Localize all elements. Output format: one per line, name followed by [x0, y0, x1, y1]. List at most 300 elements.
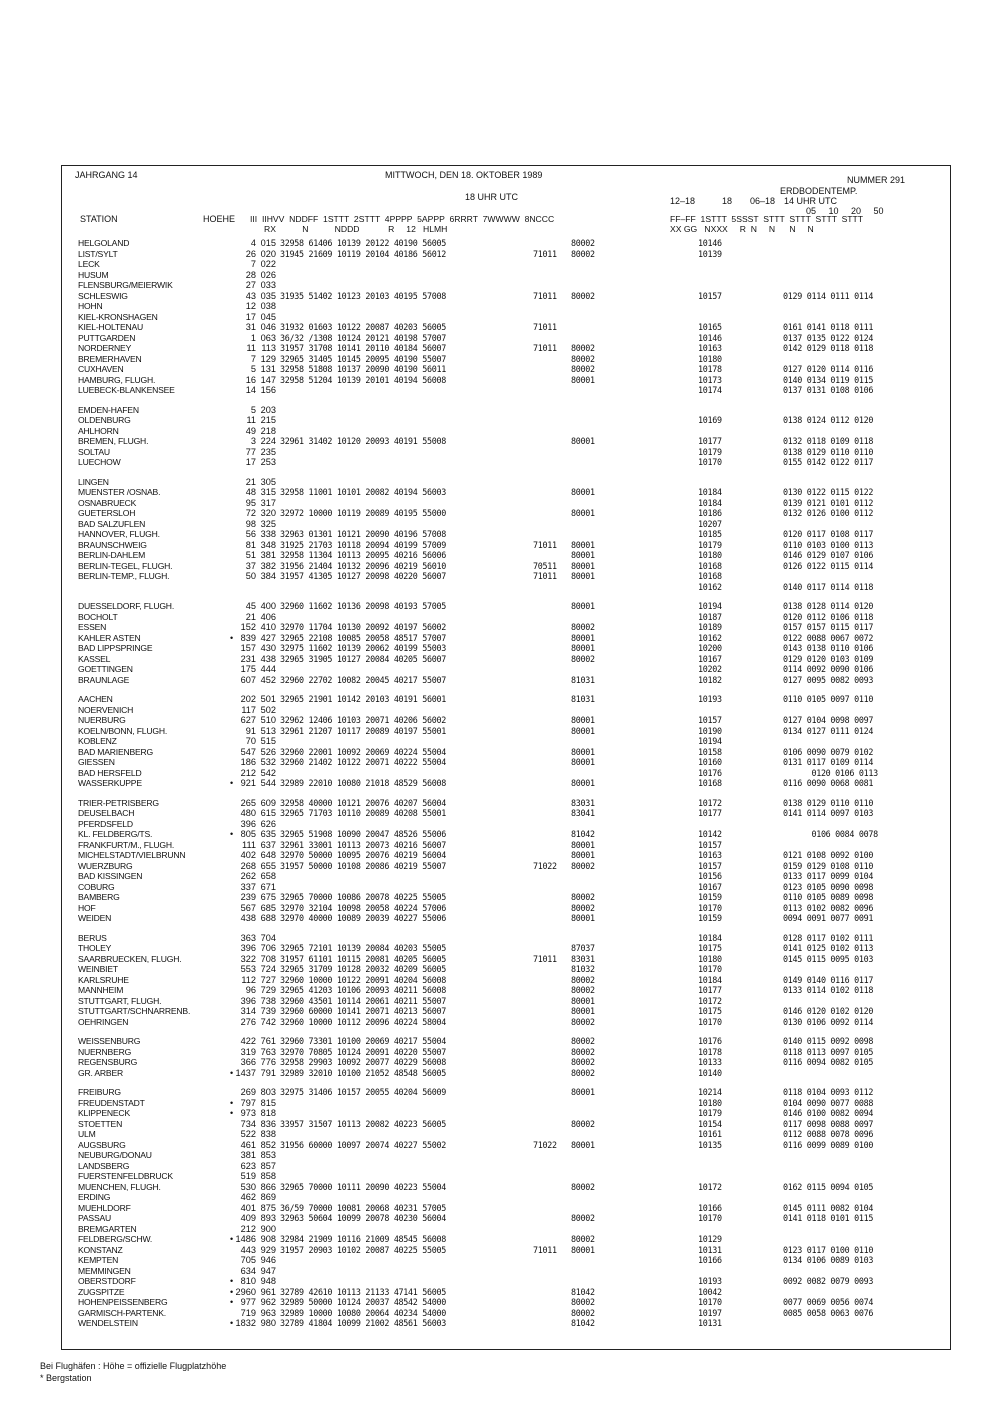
station-name: CUXHAVEN	[78, 364, 124, 374]
table-row	[78, 933, 938, 944]
cloud-group: 81032	[571, 964, 595, 974]
volume-label: JAHRGANG 14	[75, 170, 138, 180]
station-name: BRAUNLAGE	[78, 674, 130, 685]
station-height: 269	[240, 1087, 256, 1097]
station-number: 739	[260, 1006, 276, 1016]
soil-temps: 0085 0058 0063 0076	[783, 1307, 874, 1318]
soil-temps: 0159 0129 0108 0110	[783, 860, 874, 871]
mountain-marker: •	[230, 1067, 234, 1078]
station-number: 708	[260, 953, 276, 964]
station-number: 803	[260, 1087, 276, 1097]
station-name: MUENCHEN, FLUGH.	[78, 1181, 161, 1192]
table-row	[78, 954, 938, 965]
table-row	[78, 1150, 938, 1161]
station-height: 634	[240, 1265, 256, 1276]
station-name: HAMBURG, FLUGH.	[78, 374, 156, 385]
pressure-group: 10170	[698, 457, 722, 467]
pressure-group: 10131	[698, 1318, 722, 1328]
station-number: 963	[260, 1307, 276, 1318]
pressure-group: 10184	[698, 974, 722, 985]
station-name: HANNOVER, FLUGH.	[78, 529, 160, 539]
soil-temps: 0146 0129 0107 0106	[783, 550, 874, 560]
station-height: 366	[240, 1057, 256, 1067]
pressure-group: 10170	[698, 1016, 722, 1027]
synop-groups: 32960 60000 10141 20071 40213 56007	[280, 1006, 446, 1016]
station-number: 688	[260, 913, 276, 923]
station-number: 131	[260, 364, 276, 374]
table-row	[78, 633, 938, 644]
pressure-group: 10177	[698, 985, 722, 995]
station-name: DUESSELDORF, FLUGH.	[78, 601, 175, 611]
soil-temps: 0140 0134 0119 0115	[783, 374, 874, 385]
station-number: 648	[260, 850, 276, 860]
pressure-group: 10162	[698, 632, 722, 643]
table-row	[78, 819, 938, 830]
station-height: 262	[240, 871, 256, 881]
group-gap	[78, 468, 938, 477]
station-number: 763	[260, 1046, 276, 1057]
table-row	[78, 612, 938, 623]
synop-groups: 32958 51204 10139 20101 40194 56008	[280, 374, 446, 385]
right-heading-2: XX GG NXXX R N N N N	[670, 224, 814, 234]
station-number: 224	[260, 436, 276, 446]
station-number: 325	[260, 518, 276, 529]
pressure-group: 10200	[698, 643, 722, 653]
station-name: PASSAU	[78, 1213, 112, 1223]
table-row	[78, 477, 938, 488]
station-height: 265	[240, 797, 256, 808]
synop-groups: 32958 40000 10121 20076 40207 56004	[280, 797, 446, 808]
station-height: 839	[240, 632, 256, 643]
table-row	[78, 1308, 938, 1319]
station-number: 742	[260, 1016, 276, 1027]
soil-temps: 0122 0088 0067 0072	[783, 632, 874, 643]
synop-groups: 32972 10000 10119 20089 40195 55000	[280, 508, 446, 518]
station-number: 704	[260, 932, 276, 943]
pressure-group: 10133	[698, 1057, 722, 1067]
station-height: 973	[240, 1108, 256, 1118]
group-gap	[78, 685, 938, 694]
station-number: 947	[260, 1265, 276, 1276]
station-name: NOERVENICH	[78, 704, 134, 715]
station-height: 623	[240, 1160, 256, 1171]
soil-temps: 0106 0090 0079 0102	[783, 746, 874, 757]
table-row	[78, 601, 938, 612]
station-number: 544	[260, 778, 276, 788]
station-height: 21	[245, 476, 256, 487]
station-height: 37	[245, 560, 256, 571]
station-number: 501	[260, 694, 276, 704]
synop-groups: 32965 21901 10142 20103 40191 56001	[280, 694, 446, 704]
mountain-marker: •	[230, 1286, 234, 1297]
station-height: 7	[250, 353, 256, 364]
station-height: 805	[240, 829, 256, 839]
pressure-group: 10170	[698, 902, 722, 913]
station-number: 815	[260, 1097, 276, 1108]
soil-temps: 0138 0129 0110 0110	[783, 446, 874, 457]
weather-group: 71011	[533, 322, 557, 332]
station-name: AACHEN	[78, 694, 113, 704]
station-name: KOELN/BONN, FLUGH.	[78, 725, 168, 736]
footnote-airports: Bei Flughäfen : Höhe = offizielle Flugplatzhöhe	[40, 1361, 227, 1371]
station-name: WEIDEN	[78, 913, 112, 923]
cloud-group: 80002	[571, 1036, 595, 1046]
station-number: 908	[260, 1234, 276, 1244]
table-row	[78, 757, 938, 768]
station-name: OBERSTDORF	[78, 1276, 136, 1286]
pressure-group: 10166	[698, 1255, 722, 1265]
pressure-group: 10177	[698, 808, 722, 818]
synop-groups: 32962 12406 10103 20071 40206 56002	[280, 715, 446, 725]
station-name: REGENSBURG	[78, 1057, 138, 1067]
station-height: 3	[250, 436, 256, 446]
station-number: 675	[260, 892, 276, 902]
station-number: 215	[260, 415, 276, 425]
table-row	[78, 550, 938, 561]
weather-group: 71011	[533, 290, 557, 301]
hoehe-heading: HOEHE	[203, 214, 236, 224]
station-name: SCHLESWIG	[78, 290, 128, 301]
pressure-group: 10161	[698, 1129, 722, 1139]
station-number: 513	[260, 725, 276, 736]
table-row	[78, 829, 938, 840]
cloud-group: 80002	[571, 985, 595, 995]
table-row	[78, 768, 938, 779]
station-height: 72	[245, 508, 256, 518]
table-row	[78, 508, 938, 519]
pressure-group: 10189	[698, 622, 722, 632]
soil-temps: 0092 0082 0079 0093	[783, 1276, 874, 1286]
soil-temps: 0141 0125 0102 0113	[783, 943, 874, 953]
station-name: LUECHOW	[78, 457, 121, 467]
cloud-group: 80001	[571, 850, 595, 860]
table-row	[78, 385, 938, 396]
station-name: ERDING	[78, 1192, 111, 1202]
cloud-group: 80001	[571, 995, 595, 1006]
station-name: NEUBURG/DONAU	[78, 1150, 152, 1160]
station-height: 112	[241, 974, 256, 985]
station-height: 21	[245, 611, 256, 622]
synop-groups: 32965 51908 10090 20047 48526 55006	[280, 829, 446, 839]
table-row	[78, 675, 938, 686]
cloud-group: 80002	[571, 1118, 595, 1129]
soil-temps: 0138 0124 0112 0120	[783, 415, 874, 425]
soil-temps: 0112 0088 0078 0096	[783, 1129, 874, 1139]
synop-groups: 32960 11602 10136 20098 40193 57005	[280, 601, 446, 611]
station-number: 400	[260, 601, 276, 611]
synop-groups: 32958 61406 10139 20122 40190 56005	[280, 238, 446, 248]
station-number: 129	[260, 353, 276, 364]
mountain-marker: •	[230, 1297, 234, 1307]
synop-groups: 32975 11602 10139 20062 40199 55003	[280, 643, 446, 653]
synop-groups: 32970 32104 10098 20058 40224 57006	[280, 902, 446, 913]
soil-temps: 0129 0114 0111 0114	[783, 290, 874, 301]
station-name: WEINBIET	[78, 964, 118, 974]
synop-groups: 32965 72101 10139 20084 40203 55005	[280, 943, 446, 953]
station-number: 685	[260, 902, 276, 913]
station-name: ESSEN	[78, 622, 107, 632]
station-name: GUETERSLOH	[78, 508, 136, 518]
table-row	[78, 1287, 938, 1298]
station-height: 1832	[235, 1318, 256, 1328]
table-row	[78, 333, 938, 344]
pressure-group: 10194	[698, 601, 722, 611]
cloud-group: 80001	[571, 1139, 595, 1150]
cloud-group: 80002	[571, 902, 595, 913]
cloud-group: 80002	[571, 1181, 595, 1192]
synop-groups: 32989 10000 10080 20064 40234 54000	[280, 1307, 446, 1318]
synop-groups: 32960 22001 10092 20069 40224 55004	[280, 746, 446, 757]
station-height: 480	[240, 808, 256, 818]
station-height: 461	[240, 1139, 256, 1150]
station-name: PFERDSFELD	[78, 818, 133, 829]
table-row	[78, 301, 938, 312]
cloud-group: 80001	[571, 508, 595, 518]
station-height: 152	[240, 622, 256, 632]
station-number: 046	[260, 322, 276, 332]
table-row	[78, 238, 938, 249]
utc14-heading: 14 UHR UTC	[784, 196, 838, 206]
pressure-group: 10176	[698, 1036, 722, 1046]
station-name: BRAUNSCHWEIG	[78, 539, 147, 550]
pressure-group: 10170	[698, 1297, 722, 1307]
table-row	[78, 354, 938, 365]
pressure-group: 10160	[698, 757, 722, 767]
table-row	[78, 1182, 938, 1193]
date-label: MITTWOCH, DEN 18. OKTOBER 1989	[385, 170, 543, 180]
station-name: STUTTGART, FLUGH.	[78, 995, 162, 1006]
weather-group: 71022	[533, 860, 557, 871]
station-height: 212	[240, 767, 256, 778]
cloud-group: 81042	[571, 829, 595, 839]
pressure-group: 10179	[698, 446, 722, 457]
synop-groups: 32970 50000 10095 20076 40219 56004	[280, 850, 446, 860]
station-height: 70	[245, 736, 256, 746]
station-height: 111	[242, 839, 256, 850]
synop-groups: 32965 31405 10145 20095 40190 55007	[280, 353, 446, 364]
table-row	[78, 571, 938, 582]
cloud-group: 80001	[571, 778, 595, 788]
pressure-group: 10179	[698, 539, 722, 550]
pressure-group: 10042	[698, 1286, 722, 1297]
station-height: 567	[240, 902, 256, 913]
station-name: BAMBERG	[78, 892, 120, 902]
station-height: 186	[240, 757, 256, 767]
table-row	[78, 519, 938, 530]
pressure-group: 10178	[698, 1046, 722, 1057]
synop-groups: 31956 21404 10132 20096 40219 56010	[280, 560, 446, 571]
soil-temps: 0161 0141 0118 0111	[783, 322, 874, 332]
station-number: 761	[260, 1036, 276, 1046]
station-name: WEISSENBURG	[78, 1036, 141, 1046]
station-heading: STATION	[80, 214, 118, 224]
soil-temps: 0133 0117 0099 0104	[783, 871, 874, 881]
cloud-group: 80002	[571, 248, 595, 259]
table-row	[78, 561, 938, 572]
col-12-18: 12–18	[670, 196, 696, 206]
synop-groups: 31935 51402 10123 20103 40195 57008	[280, 290, 446, 301]
station-number: 438	[260, 653, 276, 664]
station-height: 1	[250, 332, 256, 343]
station-number: 866	[260, 1181, 276, 1192]
table-row	[78, 1266, 938, 1277]
station-height: 921	[240, 778, 256, 788]
station-height: 17	[245, 457, 256, 467]
station-number: 671	[260, 881, 276, 892]
table-row	[78, 259, 938, 270]
mountain-marker: •	[230, 1234, 234, 1244]
table-row	[78, 913, 938, 924]
station-height: 175	[240, 664, 256, 674]
synop-groups: 31925 21703 10118 20094 40199 57009	[280, 539, 446, 550]
station-name: KLIPPENECK	[78, 1108, 130, 1118]
mountain-marker: •	[230, 1108, 234, 1118]
pressure-group: 10162	[698, 581, 722, 592]
station-name: PUTTGARDEN	[78, 332, 136, 343]
weather-group: 71011	[533, 1244, 557, 1255]
cloud-group: 80001	[571, 601, 595, 611]
station-height: 363	[240, 932, 256, 943]
station-name: KIEL-KRONSHAGEN	[78, 311, 158, 322]
station-number: 156	[260, 385, 276, 395]
station-height: 231	[240, 653, 256, 664]
station-number: 320	[260, 508, 276, 518]
station-number: 305	[260, 476, 276, 487]
table-row	[78, 426, 938, 437]
pressure-group: 10159	[698, 892, 722, 902]
pressure-group: 10135	[698, 1139, 722, 1150]
synop-groups: 32989 22010 10080 21018 48529 56008	[280, 778, 446, 788]
station-height: 48	[245, 487, 256, 497]
pressure-group: 10193	[698, 694, 722, 704]
pressure-group: 10185	[698, 529, 722, 539]
table-row	[78, 778, 938, 789]
station-height: 607	[240, 674, 256, 685]
station-name: BREMEN, FLUGH.	[78, 436, 149, 446]
pressure-group: 10129	[698, 1234, 722, 1244]
station-name: AHLHORN	[78, 425, 119, 436]
synop-groups: 31932 01603 10122 20087 40203 56005	[280, 322, 446, 332]
station-name: LIST/SYLT	[78, 248, 118, 259]
pressure-group: 10187	[698, 611, 722, 622]
table-row	[78, 996, 938, 1007]
table-row	[78, 943, 938, 954]
station-number: 406	[260, 611, 276, 622]
station-name: BERLIN-DAHLEM	[78, 550, 146, 560]
station-height: 438	[240, 913, 256, 923]
weather-group: 71022	[533, 1139, 557, 1150]
soil-temps: 0149 0140 0116 0117	[783, 974, 874, 985]
pressure-group: 10170	[698, 1213, 722, 1223]
station-table	[78, 238, 938, 1329]
cloud-group: 80002	[571, 364, 595, 374]
station-number: 384	[260, 571, 276, 581]
station-name: FUERSTENFELDBRUCK	[78, 1171, 173, 1181]
station-height: 98	[245, 518, 256, 529]
soil-temps: 0123 0105 0090 0098	[783, 881, 874, 892]
table-row	[78, 622, 938, 633]
station-number: 020	[260, 248, 276, 259]
soil-temps: 0141 0114 0097 0103	[783, 808, 874, 818]
station-number: 022	[260, 259, 276, 269]
synop-groups: 32970 11704 10130 20092 40197 56002	[280, 622, 446, 632]
pressure-group: 10180	[698, 1097, 722, 1108]
soil-temps: 0138 0128 0114 0120	[783, 601, 874, 611]
station-name: BREMERHAVEN	[78, 353, 142, 364]
station-height: 734	[240, 1118, 256, 1129]
weather-group: 71011	[533, 571, 557, 581]
cloud-group: 80001	[571, 746, 595, 757]
station-name: AUGSBURG	[78, 1139, 126, 1150]
soil-temp-heading: ERDBODENTEMP.	[780, 186, 858, 196]
station-number: 026	[260, 269, 276, 280]
table-row	[78, 892, 938, 903]
cloud-group: 80002	[571, 353, 595, 364]
synop-groups: 32789 42610 10113 21133 47141 56005	[280, 1286, 446, 1297]
station-number: 510	[260, 715, 276, 725]
table-row	[78, 975, 938, 986]
pressure-group: 10180	[698, 550, 722, 560]
station-height: 202	[240, 694, 256, 704]
station-name: MANNHEIM	[78, 985, 124, 995]
table-row	[78, 1057, 938, 1068]
table-row	[78, 1140, 938, 1151]
station-number: 502	[260, 704, 276, 715]
station-height: 530	[240, 1181, 256, 1192]
cloud-group: 80001	[571, 560, 595, 571]
mountain-marker: •	[230, 1318, 234, 1328]
cloud-group: 80001	[571, 632, 595, 643]
station-height: 381	[240, 1150, 256, 1160]
pressure-group: 10179	[698, 1108, 722, 1118]
station-name: LANDSBERG	[78, 1160, 130, 1171]
synop-groups: 31957 31708 10141 20110 40184 56007	[280, 343, 446, 353]
soil-temps: 0134 0106 0089 0103	[783, 1255, 874, 1265]
station-name: BERLIN-TEGEL, FLUGH.	[78, 560, 173, 571]
station-name: EMDEN-HAFEN	[78, 404, 139, 415]
station-height: 797	[240, 1097, 256, 1108]
synop-groups: 32961 33001 10113 20073 40216 56007	[280, 839, 446, 850]
cloud-group: 80001	[571, 839, 595, 850]
table-row	[78, 1245, 938, 1256]
cloud-group: 80002	[571, 1016, 595, 1027]
station-number: 980	[260, 1318, 276, 1328]
station-height: 5	[250, 364, 256, 374]
station-number: 929	[260, 1244, 276, 1255]
depth-heading: 05 10 20 50	[806, 206, 884, 216]
table-row	[78, 457, 938, 468]
cloud-group: 80002	[571, 1067, 595, 1078]
table-row	[78, 1203, 938, 1214]
synop-groups: 32965 31905 10127 20084 40205 56007	[280, 653, 446, 664]
table-row	[78, 808, 938, 819]
station-name: BERUS	[78, 932, 107, 943]
table-row	[78, 1098, 938, 1109]
table-row	[78, 415, 938, 426]
pressure-group: 10167	[698, 653, 722, 664]
table-row	[78, 1129, 938, 1140]
table-row	[78, 540, 938, 551]
station-number: 838	[260, 1129, 276, 1139]
pressure-group: 10157	[698, 290, 722, 301]
mountain-marker: •	[230, 829, 234, 839]
pressure-group: 10184	[698, 932, 722, 943]
soil-temps: 0104 0090 0077 0088	[783, 1097, 874, 1108]
table-row	[78, 498, 938, 509]
pressure-group: 10182	[698, 674, 722, 685]
station-height: 322	[240, 953, 256, 964]
footnote-mountain: * Bergstation	[40, 1373, 92, 1383]
